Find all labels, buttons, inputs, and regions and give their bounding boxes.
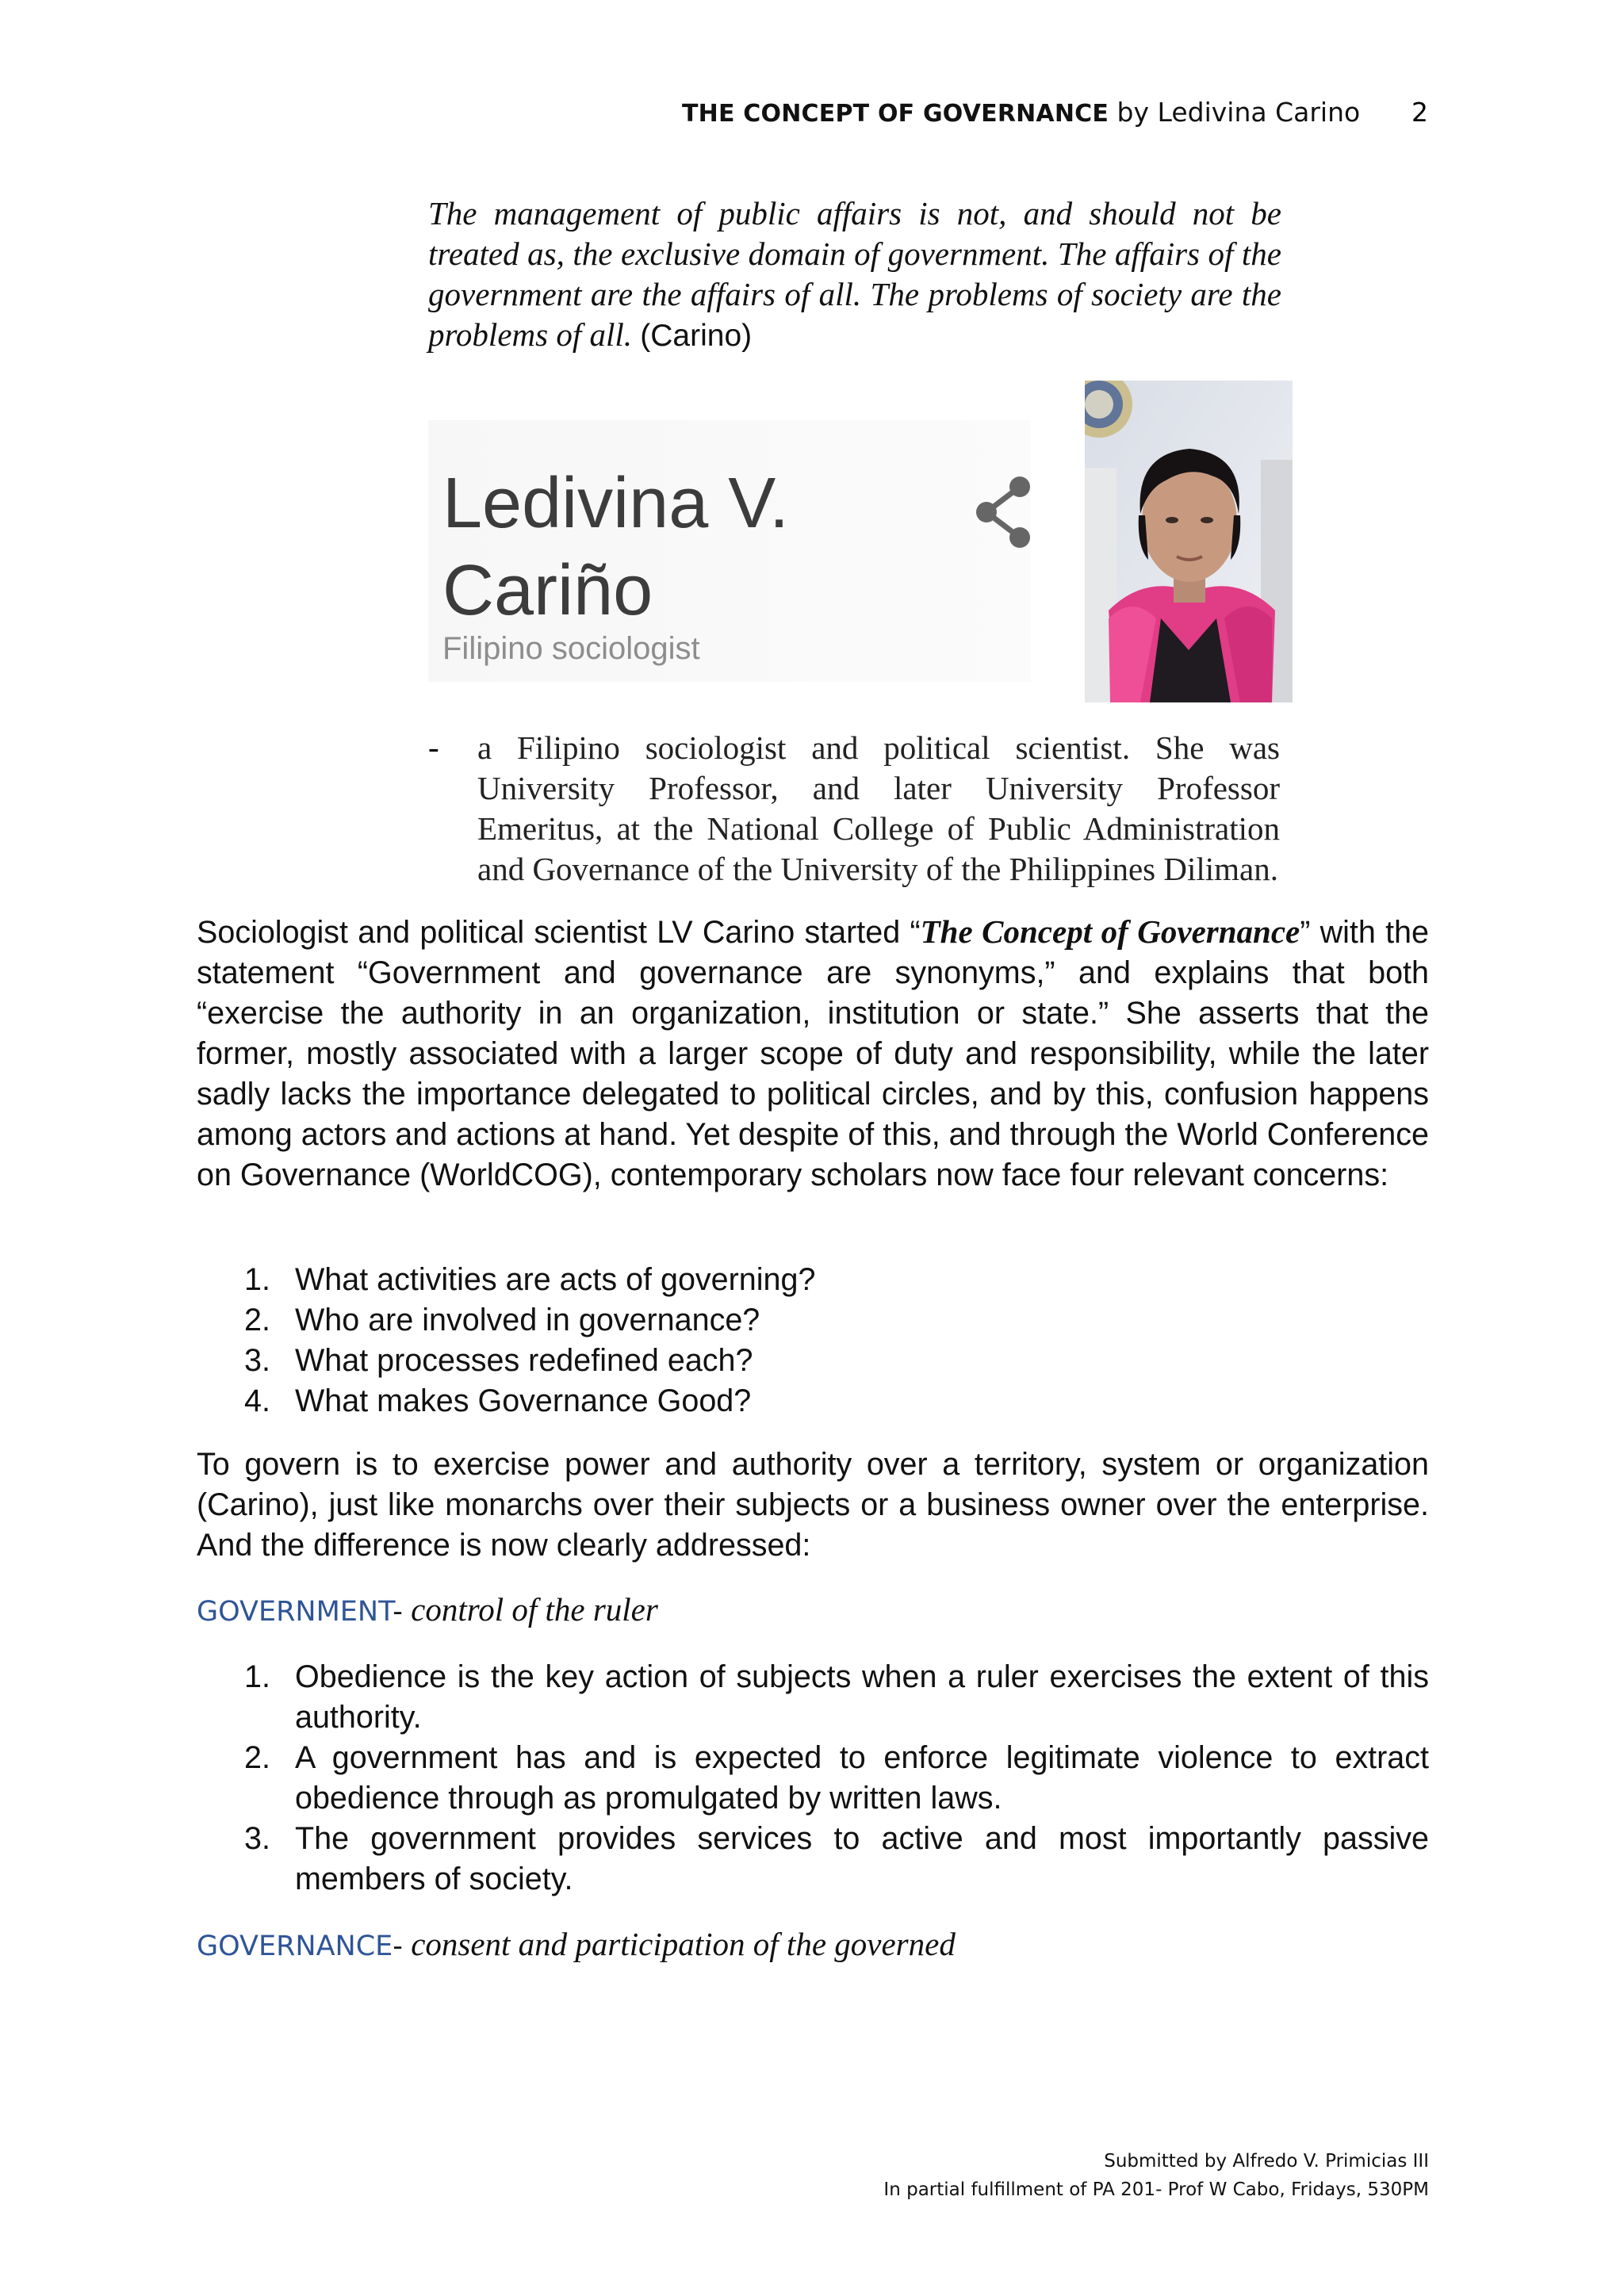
intro-text-after: ” with the statement “Government and governance are synonyms,” and explains that both “exercise the authority in an organization, institution or state.” She asserts that the former, mostly associated with a larger scope of duty and responsibility, while the later sadly lacks the importance delegated to political circles, and by this, confusion happens among actors and actions at hand. Yet despite of this, and through the World Conference on Governance (WorldCOG), contemporary scholars now face four relevant concerns: <box>197 915 1429 1192</box>
footer-submitted-by: Submitted by Alfredo V. Primicias III <box>1104 2151 1429 2172</box>
opening-quote <box>428 193 1281 356</box>
list-number: 3. <box>244 1821 270 1856</box>
profile-name-line1: Ledivina V. <box>442 464 790 543</box>
list-number: 3. <box>244 1343 270 1378</box>
header-title-bold: THE CONCEPT OF GOVERNANCE <box>682 100 1109 128</box>
list-text: The government provides services to active and most importantly passive members of society. <box>295 1821 1429 1896</box>
intro-text-before: Sociologist and political scientist LV Carino started “ <box>197 915 921 950</box>
list-text: What activities are acts of governing? <box>295 1262 816 1297</box>
footer-course-note: In partial fulfillment of PA 201- Prof W Cabo, Fridays, 530PM <box>883 2179 1429 2200</box>
government-list <box>197 1657 1429 1900</box>
page-footer <box>793 2147 1429 2204</box>
list-text: Who are involved in governance? <box>295 1303 760 1337</box>
list-item <box>197 1341 1429 1381</box>
concerns-list <box>197 1260 1429 1422</box>
list-item <box>197 1260 1429 1300</box>
list-text: Obedience is the key action of subjects when a ruler exercises the extent of this authority. <box>295 1659 1429 1735</box>
profile-name-line2: Cariño <box>442 551 653 630</box>
list-item <box>197 1738 1429 1819</box>
work-title: The Concept of Governance <box>920 913 1300 950</box>
government-description: control of the ruler <box>402 1591 658 1628</box>
government-term: GOVERNMENT <box>197 1596 393 1628</box>
list-item <box>197 1300 1429 1341</box>
governance-heading <box>197 1925 956 1963</box>
governance-dash: - <box>393 1931 403 1962</box>
running-header <box>682 97 1361 128</box>
list-text: What makes Governance Good? <box>295 1383 752 1418</box>
government-dash: - <box>393 1596 403 1628</box>
government-heading <box>197 1590 658 1628</box>
intro-paragraph <box>197 912 1429 1196</box>
bio-dash: - <box>428 729 439 765</box>
profile-description: Filipino sociologist <box>442 631 700 666</box>
list-number: 4. <box>244 1383 270 1418</box>
list-number: 2. <box>244 1303 270 1337</box>
bio-text: a Filipino sociologist and political scientist. She was University Professor, and later University Professor Emeritus, at the National College of Public Administration and Governance of the University of the Philippines Diliman. <box>477 729 1280 887</box>
quote-text: The management of public affairs is not, and should not be treated as, the exclusive domain of government. The affairs of the government are the affairs of all. The problems of society are the problems of all. <box>428 195 1281 353</box>
portrait-photo <box>1085 381 1293 702</box>
profile-name <box>442 460 789 634</box>
governance-description: consent and participation of the governed <box>402 1926 956 1962</box>
quote-source: (Carino) <box>640 319 753 353</box>
govern-paragraph: To govern is to exercise power and authority over a territory, system or organization (Carino), just like monarchs over their subjects or a business owner over the enterprise. And the difference is now clearly addressed: <box>197 1447 1429 1563</box>
list-item <box>197 1657 1429 1738</box>
list-number: 2. <box>244 1740 270 1775</box>
list-text: What processes redefined each? <box>295 1343 753 1378</box>
header-title-rest: by Ledivina Carino <box>1109 97 1361 128</box>
list-item <box>197 1381 1429 1422</box>
page-number: 2 <box>1411 97 1428 128</box>
governance-term: GOVERNANCE <box>197 1931 393 1962</box>
list-item <box>197 1819 1429 1900</box>
list-number: 1. <box>244 1659 270 1694</box>
share-icon[interactable] <box>972 474 1036 550</box>
list-text: A government has and is expected to enforce legitimate violence to extract obedience through as promulgated by written laws. <box>295 1740 1429 1816</box>
list-number: 1. <box>244 1262 270 1297</box>
profile-card <box>428 381 1293 702</box>
